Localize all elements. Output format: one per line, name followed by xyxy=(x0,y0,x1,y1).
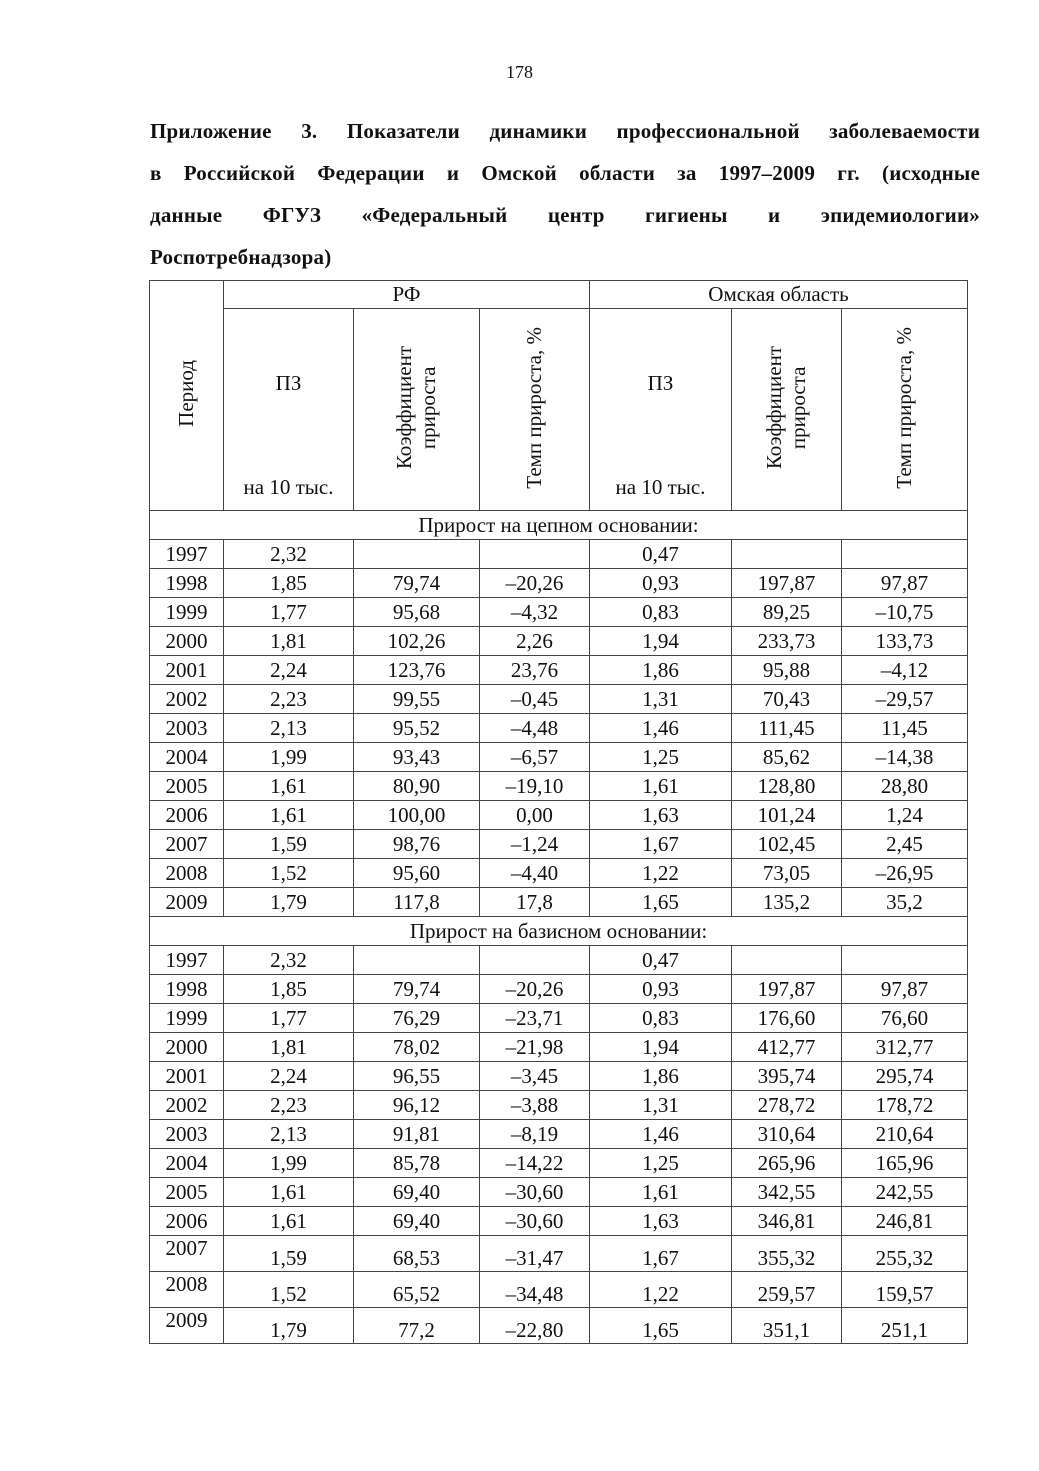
year-cell: 2002 xyxy=(150,685,224,714)
omsk-coef-cell: 278,72 xyxy=(732,1091,842,1120)
omsk-pz-cell: 1,31 xyxy=(590,1091,732,1120)
omsk-pz-header: ПЗ xyxy=(590,309,732,459)
rf-rate-cell: –22,80 xyxy=(480,1308,590,1344)
omsk-coef-cell: 101,24 xyxy=(732,801,842,830)
omsk-pz-cell: 1,61 xyxy=(590,1178,732,1207)
year-cell: 2007 xyxy=(150,1236,224,1272)
title-line: в Российской Федерации и Омской области за 1997–2009 гг. (исходные xyxy=(150,161,980,185)
rf-rate-cell: 0,00 xyxy=(480,801,590,830)
section-title: Прирост на цепном основании: xyxy=(150,511,968,540)
table-row xyxy=(150,1033,968,1062)
omsk-pz-cell: 1,65 xyxy=(590,1308,732,1344)
year-cell: 2002 xyxy=(150,1091,224,1120)
table-row xyxy=(150,975,968,1004)
rf-coef-cell: 65,52 xyxy=(354,1272,480,1308)
rf-rate-cell xyxy=(480,540,590,569)
rf-pz-cell: 1,61 xyxy=(224,772,354,801)
table-row xyxy=(150,685,968,714)
rf-rate-cell: –8,19 xyxy=(480,1120,590,1149)
rf-coef-cell: 80,90 xyxy=(354,772,480,801)
rf-coef-cell: 91,81 xyxy=(354,1120,480,1149)
rf-pz-cell: 2,24 xyxy=(224,656,354,685)
omsk-rate-cell: –14,38 xyxy=(842,743,968,772)
omsk-rate-cell: 35,2 xyxy=(842,888,968,917)
rf-pz-cell: 1,61 xyxy=(224,1178,354,1207)
omsk-pz-cell: 1,22 xyxy=(590,859,732,888)
rf-pz-cell: 1,77 xyxy=(224,1004,354,1033)
omsk-rate-cell: –4,12 xyxy=(842,656,968,685)
omsk-coef-cell: 355,32 xyxy=(732,1236,842,1272)
year-cell: 2006 xyxy=(150,801,224,830)
year-cell: 2006 xyxy=(150,1207,224,1236)
omsk-pz-cell: 0,83 xyxy=(590,598,732,627)
omsk-rate-cell: 210,64 xyxy=(842,1120,968,1149)
rf-pz-header: ПЗ xyxy=(224,309,354,459)
table-row xyxy=(150,627,968,656)
omsk-pz-cell: 1,61 xyxy=(590,772,732,801)
omsk-pz-cell: 0,47 xyxy=(590,540,732,569)
morbidity-table xyxy=(149,280,968,1344)
omsk-pz-cell: 1,22 xyxy=(590,1272,732,1308)
rf-coef-cell: 79,74 xyxy=(354,569,480,598)
rf-pz-cell: 2,24 xyxy=(224,1062,354,1091)
omsk-coef-header xyxy=(732,309,842,511)
rf-coef-cell: 98,76 xyxy=(354,830,480,859)
table-row xyxy=(150,888,968,917)
year-cell: 2007 xyxy=(150,830,224,859)
rf-coef-cell: 69,40 xyxy=(354,1207,480,1236)
omsk-pz-cell: 1,94 xyxy=(590,1033,732,1062)
period-header xyxy=(150,281,224,511)
rf-pz-cell: 1,61 xyxy=(224,1207,354,1236)
rf-pz-cell: 1,52 xyxy=(224,859,354,888)
table-row xyxy=(150,859,968,888)
omsk-rate-cell: 312,77 xyxy=(842,1033,968,1062)
year-cell: 1999 xyxy=(150,598,224,627)
table-row xyxy=(150,946,968,975)
table-row xyxy=(150,1062,968,1091)
table-row xyxy=(150,656,968,685)
omsk-coef-cell: 265,96 xyxy=(732,1149,842,1178)
rf-coef-cell: 95,60 xyxy=(354,859,480,888)
rf-pz-cell: 2,32 xyxy=(224,946,354,975)
omsk-coef-cell: 346,81 xyxy=(732,1207,842,1236)
omsk-coef-cell: 259,57 xyxy=(732,1272,842,1308)
omsk-pz-cell: 1,67 xyxy=(590,830,732,859)
omsk-pz-cell: 1,86 xyxy=(590,1062,732,1091)
omsk-coef-cell: 89,25 xyxy=(732,598,842,627)
year-cell: 2000 xyxy=(150,1033,224,1062)
year-cell: 2008 xyxy=(150,859,224,888)
table-row xyxy=(150,598,968,627)
year-cell: 1997 xyxy=(150,540,224,569)
section-title: Прирост на базисном основании: xyxy=(150,917,968,946)
omsk-coef-cell: 395,74 xyxy=(732,1062,842,1091)
table-row xyxy=(150,1236,968,1272)
omsk-rate-cell: 97,87 xyxy=(842,569,968,598)
rf-rate-cell: –4,32 xyxy=(480,598,590,627)
omsk-coef-cell: 95,88 xyxy=(732,656,842,685)
omsk-coef-cell: 70,43 xyxy=(732,685,842,714)
title-line: данные ФГУЗ «Федеральный центр гигиены и эпидемиологии» xyxy=(150,203,980,227)
year-cell: 2003 xyxy=(150,714,224,743)
omsk-pz-cell: 1,63 xyxy=(590,1207,732,1236)
omsk-rate-cell: 178,72 xyxy=(842,1091,968,1120)
omsk-rate-cell: 28,80 xyxy=(842,772,968,801)
omsk-coef-cell: 135,2 xyxy=(732,888,842,917)
table-row xyxy=(150,1178,968,1207)
page-number: 178 xyxy=(506,62,533,82)
omsk-coef-cell xyxy=(732,946,842,975)
omsk-rate-cell: 251,1 xyxy=(842,1308,968,1344)
year-cell: 1998 xyxy=(150,569,224,598)
rf-pz-cell: 1,81 xyxy=(224,627,354,656)
rf-pz-cell: 2,23 xyxy=(224,685,354,714)
omsk-pz-cell: 1,65 xyxy=(590,888,732,917)
omsk-coef-cell: 176,60 xyxy=(732,1004,842,1033)
omsk-pz-cell: 1,67 xyxy=(590,1236,732,1272)
rf-rate-cell: –31,47 xyxy=(480,1236,590,1272)
year-cell: 2001 xyxy=(150,1062,224,1091)
table-row xyxy=(150,540,968,569)
rf-pz-cell: 1,81 xyxy=(224,1033,354,1062)
omsk-coef-cell: 310,64 xyxy=(732,1120,842,1149)
title-line: Приложение 3. Показатели динамики профессиональной заболеваемости xyxy=(150,119,980,143)
omsk-rate-cell: 295,74 xyxy=(842,1062,968,1091)
rf-pz-cell: 1,52 xyxy=(224,1272,354,1308)
omsk-pz-cell: 1,25 xyxy=(590,743,732,772)
rf-rate-cell: –20,26 xyxy=(480,975,590,1004)
omsk-coef-cell: 128,80 xyxy=(732,772,842,801)
year-cell: 1998 xyxy=(150,975,224,1004)
rf-coef-cell: 68,53 xyxy=(354,1236,480,1272)
omsk-coef-cell: 197,87 xyxy=(732,569,842,598)
omsk-rate-cell: 1,24 xyxy=(842,801,968,830)
year-cell: 2004 xyxy=(150,743,224,772)
rf-coef-cell: 93,43 xyxy=(354,743,480,772)
rf-rate-cell: –4,48 xyxy=(480,714,590,743)
omsk-rate-header xyxy=(842,309,968,511)
rf-coef-cell: 99,55 xyxy=(354,685,480,714)
table-row xyxy=(150,830,968,859)
rf-pz-cell: 1,99 xyxy=(224,1149,354,1178)
omsk-pz-cell: 1,94 xyxy=(590,627,732,656)
omsk-coef-cell xyxy=(732,540,842,569)
rf-coef-cell: 95,52 xyxy=(354,714,480,743)
year-cell: 2001 xyxy=(150,656,224,685)
omsk-coef-cell: 342,55 xyxy=(732,1178,842,1207)
rf-pz-cell: 1,61 xyxy=(224,801,354,830)
rf-coef-cell: 102,26 xyxy=(354,627,480,656)
omsk-coef-cell: 85,62 xyxy=(732,743,842,772)
rf-coef-cell: 85,78 xyxy=(354,1149,480,1178)
rf-pz-cell: 1,99 xyxy=(224,743,354,772)
rf-rate-cell: –30,60 xyxy=(480,1207,590,1236)
omsk-coef-cell: 412,77 xyxy=(732,1033,842,1062)
year-cell: 2004 xyxy=(150,1149,224,1178)
omsk-coef-cell: 233,73 xyxy=(732,627,842,656)
rf-pz-cell: 1,77 xyxy=(224,598,354,627)
rf-coef-cell: 123,76 xyxy=(354,656,480,685)
omsk-pz-cell: 1,86 xyxy=(590,656,732,685)
omsk-pz-cell: 1,46 xyxy=(590,714,732,743)
rf-rate-cell: –20,26 xyxy=(480,569,590,598)
rf-rate-header-label: Темп прироста, % xyxy=(522,326,547,489)
omsk-rate-cell xyxy=(842,540,968,569)
omsk-rate-cell: –26,95 xyxy=(842,859,968,888)
year-cell: 2005 xyxy=(150,772,224,801)
table-header xyxy=(150,281,968,511)
rf-pz-cell: 1,79 xyxy=(224,888,354,917)
rf-coef-cell xyxy=(354,946,480,975)
table-body xyxy=(150,511,968,1344)
rf-pz-cell: 1,59 xyxy=(224,830,354,859)
rf-coef-cell: 79,74 xyxy=(354,975,480,1004)
rf-rate-cell: 23,76 xyxy=(480,656,590,685)
rf-rate-cell xyxy=(480,946,590,975)
table-row xyxy=(150,1004,968,1033)
year-cell: 2003 xyxy=(150,1120,224,1149)
omsk-rate-cell: 255,32 xyxy=(842,1236,968,1272)
omsk-rate-cell: 76,60 xyxy=(842,1004,968,1033)
table-row xyxy=(150,1091,968,1120)
omsk-rate-cell: 159,57 xyxy=(842,1272,968,1308)
rf-rate-cell: –19,10 xyxy=(480,772,590,801)
omsk-rate-header-label: Темп прироста, % xyxy=(892,326,917,489)
omsk-rate-cell: 11,45 xyxy=(842,714,968,743)
table-row xyxy=(150,743,968,772)
omsk-coef-cell: 73,05 xyxy=(732,859,842,888)
rf-pz-cell: 2,32 xyxy=(224,540,354,569)
rf-coef-header xyxy=(354,309,480,511)
rf-pz-cell: 1,79 xyxy=(224,1308,354,1344)
omsk-rate-cell: 2,45 xyxy=(842,830,968,859)
rf-pz-cell: 1,59 xyxy=(224,1236,354,1272)
omsk-coef-cell: 102,45 xyxy=(732,830,842,859)
omsk-pz-cell: 0,93 xyxy=(590,975,732,1004)
rf-rate-cell: –23,71 xyxy=(480,1004,590,1033)
omsk-unit-header: на 10 тыс. xyxy=(590,459,732,511)
rf-rate-cell: –0,45 xyxy=(480,685,590,714)
omsk-rate-cell xyxy=(842,946,968,975)
omsk-pz-cell: 0,47 xyxy=(590,946,732,975)
section-title-row xyxy=(150,917,968,946)
rf-rate-cell: –3,45 xyxy=(480,1062,590,1091)
omsk-pz-cell: 0,83 xyxy=(590,1004,732,1033)
rf-rate-cell: 2,26 xyxy=(480,627,590,656)
rf-coef-cell: 78,02 xyxy=(354,1033,480,1062)
section-title-row xyxy=(150,511,968,540)
rf-coef-cell: 95,68 xyxy=(354,598,480,627)
table-row xyxy=(150,801,968,830)
rf-coef-cell xyxy=(354,540,480,569)
omsk-rate-cell: 97,87 xyxy=(842,975,968,1004)
omsk-header: Омская область xyxy=(590,281,968,309)
rf-pz-cell: 2,13 xyxy=(224,714,354,743)
rf-rate-cell: –21,98 xyxy=(480,1033,590,1062)
table-row xyxy=(150,569,968,598)
rf-coef-cell: 100,00 xyxy=(354,801,480,830)
omsk-coef-header-label: Коэффициент прироста xyxy=(762,345,811,470)
rf-pz-cell: 1,85 xyxy=(224,975,354,1004)
year-cell: 2008 xyxy=(150,1272,224,1308)
rf-header: РФ xyxy=(224,281,590,309)
appendix-title xyxy=(150,110,980,278)
omsk-rate-cell: 165,96 xyxy=(842,1149,968,1178)
rf-coef-header-label: Коэффициент прироста xyxy=(392,345,441,470)
omsk-rate-cell: 133,73 xyxy=(842,627,968,656)
omsk-coef-cell: 197,87 xyxy=(732,975,842,1004)
omsk-pz-cell: 0,93 xyxy=(590,569,732,598)
rf-coef-cell: 96,55 xyxy=(354,1062,480,1091)
year-cell: 2009 xyxy=(150,888,224,917)
rf-coef-cell: 96,12 xyxy=(354,1091,480,1120)
rf-unit-header: на 10 тыс. xyxy=(224,459,354,511)
rf-rate-cell: –30,60 xyxy=(480,1178,590,1207)
year-cell: 2005 xyxy=(150,1178,224,1207)
rf-pz-cell: 2,23 xyxy=(224,1091,354,1120)
year-cell: 1999 xyxy=(150,1004,224,1033)
rf-rate-cell: –1,24 xyxy=(480,830,590,859)
rf-rate-cell: –34,48 xyxy=(480,1272,590,1308)
title-line: Роспотребнадзора) xyxy=(150,245,332,269)
omsk-pz-cell: 1,31 xyxy=(590,685,732,714)
table-row xyxy=(150,1308,968,1344)
rf-coef-cell: 69,40 xyxy=(354,1178,480,1207)
rf-coef-cell: 76,29 xyxy=(354,1004,480,1033)
omsk-pz-cell: 1,46 xyxy=(590,1120,732,1149)
table-row xyxy=(150,714,968,743)
omsk-rate-cell: –29,57 xyxy=(842,685,968,714)
rf-rate-cell: –4,40 xyxy=(480,859,590,888)
rf-rate-cell: 17,8 xyxy=(480,888,590,917)
omsk-coef-cell: 351,1 xyxy=(732,1308,842,1344)
table-row xyxy=(150,1149,968,1178)
table-row xyxy=(150,1207,968,1236)
rf-coef-cell: 117,8 xyxy=(354,888,480,917)
rf-pz-cell: 2,13 xyxy=(224,1120,354,1149)
omsk-pz-cell: 1,63 xyxy=(590,801,732,830)
table-row xyxy=(150,772,968,801)
omsk-coef-cell: 111,45 xyxy=(732,714,842,743)
rf-pz-cell: 1,85 xyxy=(224,569,354,598)
period-header-label: Период xyxy=(174,360,199,427)
omsk-rate-cell: –10,75 xyxy=(842,598,968,627)
year-cell: 1997 xyxy=(150,946,224,975)
year-cell: 2009 xyxy=(150,1308,224,1344)
rf-coef-cell: 77,2 xyxy=(354,1308,480,1344)
table-row xyxy=(150,1272,968,1308)
omsk-rate-cell: 242,55 xyxy=(842,1178,968,1207)
year-cell: 2000 xyxy=(150,627,224,656)
rf-rate-cell: –6,57 xyxy=(480,743,590,772)
omsk-rate-cell: 246,81 xyxy=(842,1207,968,1236)
rf-rate-cell: –3,88 xyxy=(480,1091,590,1120)
table-row xyxy=(150,1120,968,1149)
omsk-pz-cell: 1,25 xyxy=(590,1149,732,1178)
rf-rate-cell: –14,22 xyxy=(480,1149,590,1178)
rf-rate-header xyxy=(480,309,590,511)
